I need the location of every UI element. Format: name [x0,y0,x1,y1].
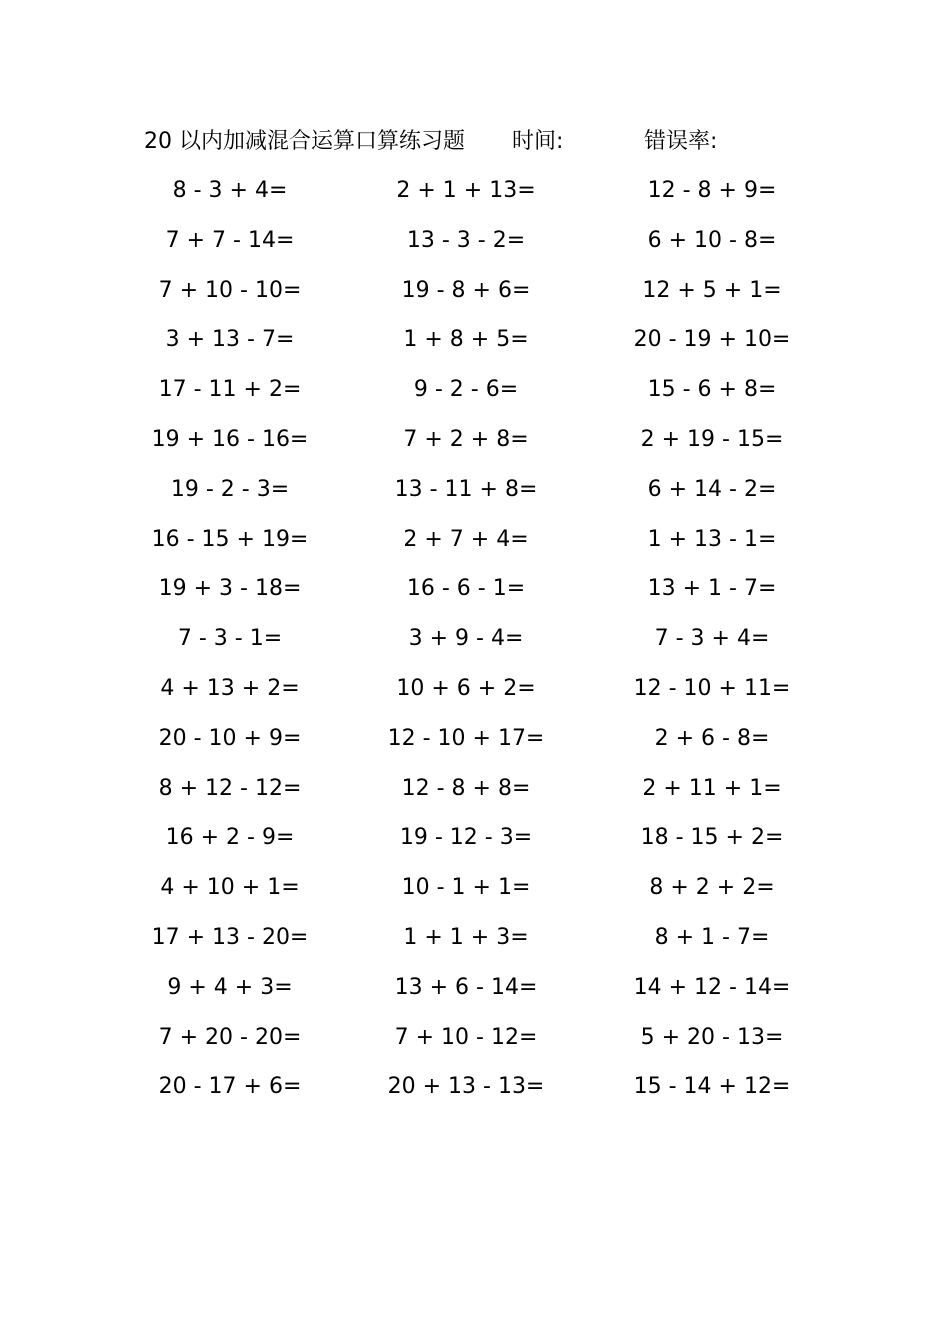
problem-item: 13 + 1 - 7= [647,576,777,602]
problem-row [130,371,830,421]
problem-row [130,819,830,869]
problem-item: 19 - 2 - 3= [170,476,290,502]
problem-item: 6 + 10 - 8= [647,227,777,253]
problem-item: 19 + 16 - 16= [151,426,309,452]
time-label: 时间: [512,129,564,154]
problem-item: 2 + 7 + 4= [403,526,529,552]
problem-item: 8 - 3 + 4= [172,178,288,203]
problem-item: 20 - 19 + 10= [633,327,791,353]
problem-item: 1 + 8 + 5= [403,327,529,353]
problem-item: 17 - 11 + 2= [158,377,302,403]
problem-row [130,620,830,670]
problem-row [130,670,830,720]
problem-row [130,521,830,571]
problem-item: 7 - 3 - 1= [177,626,283,652]
problem-item: 14 + 12 - 14= [633,974,791,1000]
problem-item: 19 + 3 - 18= [158,576,302,602]
problem-item: 2 + 1 + 13= [396,178,536,203]
problem-item: 16 - 15 + 19= [151,526,309,552]
problem-row [130,471,830,521]
problem-item: 13 - 11 + 8= [394,476,538,502]
problem-row [130,321,830,371]
problem-item: 7 + 10 - 10= [158,277,302,303]
problem-item: 17 + 13 - 20= [151,924,309,950]
problem-item: 16 - 6 - 1= [406,576,526,602]
problem-item: 13 - 3 - 2= [406,227,526,253]
problem-item: 3 + 13 - 7= [165,327,295,353]
problem-row [130,969,830,1019]
problem-item: 12 - 10 + 17= [387,725,545,751]
problem-row [130,1068,830,1118]
problem-item: 2 + 11 + 1= [642,775,782,801]
problem-item: 2 + 6 - 8= [654,725,770,751]
problem-row [130,570,830,620]
problem-item: 12 + 5 + 1= [642,277,782,303]
problem-row [130,869,830,919]
problem-item: 7 - 3 + 4= [654,626,770,652]
problem-item: 7 + 10 - 12= [394,1024,538,1050]
problem-item: 7 + 7 - 14= [165,227,295,253]
problem-item: 1 + 1 + 3= [403,924,529,950]
problem-item: 5 + 20 - 13= [640,1024,784,1050]
problem-row [130,720,830,770]
problem-item: 6 + 14 - 2= [647,476,777,502]
problem-item: 7 + 2 + 8= [403,426,529,452]
error-rate-label: 错误率: [644,129,718,154]
problem-item: 18 - 15 + 2= [640,825,784,851]
problem-item: 2 + 19 - 15= [640,426,784,452]
problem-item: 20 + 13 - 13= [387,1074,545,1100]
problem-item: 10 - 1 + 1= [401,875,531,901]
problem-item: 12 - 8 + 8= [401,775,531,801]
problem-item: 8 + 1 - 7= [654,924,770,950]
problem-item: 1 + 13 - 1= [647,526,777,552]
problem-item: 9 - 2 - 6= [413,377,519,403]
problem-row [130,272,830,322]
problem-row [130,1019,830,1069]
problem-row [130,222,830,272]
problem-item: 19 - 8 + 6= [401,277,531,303]
problem-row [130,421,830,471]
problem-item: 3 + 9 - 4= [408,626,524,652]
problem-item: 12 - 10 + 11= [633,675,791,701]
problem-item: 16 + 2 - 9= [165,825,295,851]
problem-item: 9 + 4 + 3= [167,974,293,1000]
problem-item: 15 - 6 + 8= [647,377,777,403]
problem-item: 13 + 6 - 14= [394,974,538,1000]
problem-item: 4 + 10 + 1= [160,875,300,901]
problem-item: 15 - 14 + 12= [633,1074,791,1100]
problem-item: 12 - 8 + 9= [647,178,777,203]
problem-row [130,770,830,820]
problem-row [130,919,830,969]
problem-item: 10 + 6 + 2= [396,675,536,701]
problem-row [130,172,830,222]
problem-item: 19 - 12 - 3= [399,825,533,851]
problem-item: 20 - 17 + 6= [158,1074,302,1100]
problem-item: 8 + 12 - 12= [158,775,302,801]
problem-item: 4 + 13 + 2= [160,675,300,701]
problem-item: 20 - 10 + 9= [158,725,302,751]
problem-item: 8 + 2 + 2= [649,875,775,901]
problem-grid [130,172,830,1118]
problem-item: 7 + 20 - 20= [158,1024,302,1050]
page-title: 20 以内加减混合运算口算练习题 [144,129,465,154]
